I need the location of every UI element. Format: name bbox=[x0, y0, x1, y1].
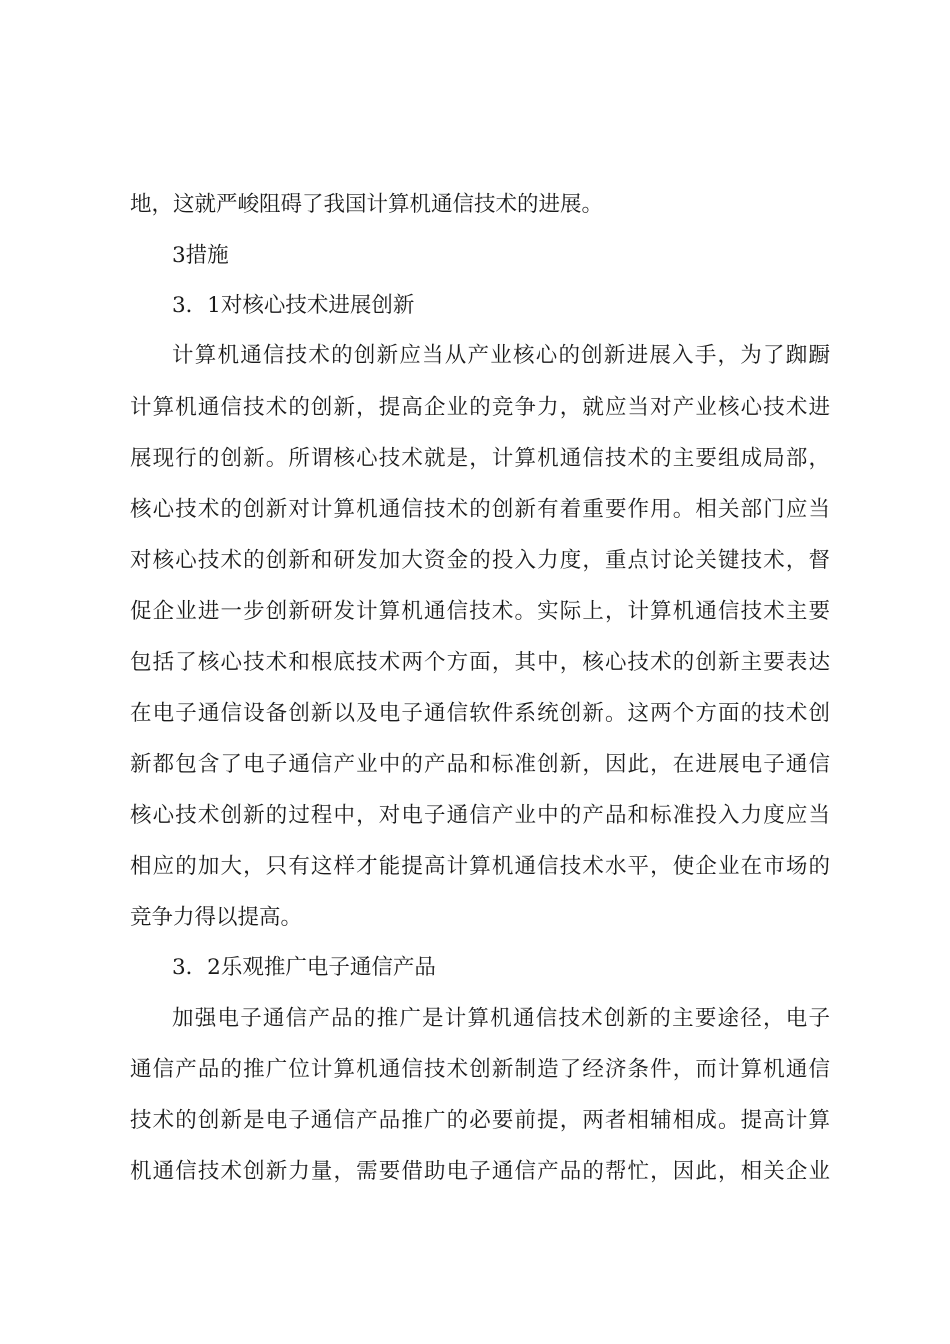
paragraph-1-line-1: 计算机通信技术的创新应当从产业核心的创新进展入手，为了踟蹰 bbox=[172, 343, 830, 368]
intro-line: 地，这就严峻阻碍了我国计算机通信技术的进展。 bbox=[130, 192, 604, 217]
paragraph-1-line-11: 相应的加大，只有这样才能提高计算机通信技术水平，使企业在市场的 bbox=[130, 854, 830, 879]
paragraph-2-line-2: 通信产品的推广位计算机通信技术创新制造了经济条件，而计算机通信 bbox=[130, 1057, 830, 1082]
paragraph-1-line-4: 核心技术的创新对计算机通信技术的创新有着重要作用。相关部门应当 bbox=[130, 497, 830, 522]
paragraph-1-line-8: 在电子通信设备创新以及电子通信软件系统创新。这两个方面的技术创 bbox=[130, 701, 830, 726]
paragraph-1-line-10: 核心技术创新的过程中，对电子通信产业中的产品和标准投入力度应当 bbox=[130, 803, 830, 828]
paragraph-1-line-7: 包括了核心技术和根底技术两个方面，其中，核心技术的创新主要表达 bbox=[130, 650, 830, 675]
paragraph-1-line-5: 对核心技术的创新和研发加大资金的投入力度，重点讨论关键技术，督 bbox=[130, 548, 830, 573]
section-heading: 3措施 bbox=[172, 243, 229, 268]
paragraph-2-line-1: 加强电子通信产品的推广是计算机通信技术创新的主要途径，电子 bbox=[172, 1006, 830, 1031]
paragraph-1-line-12: 竞争力得以提高。 bbox=[130, 905, 303, 930]
paragraph-1-line-3: 展现行的创新。所谓核心技术就是，计算机通信技术的主要组成局部， bbox=[130, 446, 830, 471]
paragraph-1-line-2: 计算机通信技术的创新，提高企业的竞争力，就应当对产业核心技术进 bbox=[130, 395, 830, 420]
paragraph-2-line-4: 机通信技术创新力量，需要借助电子通信产品的帮忙，因此，相关企业 bbox=[130, 1159, 830, 1184]
subsection-2-heading: 3．2乐观推广电子通信产品 bbox=[172, 955, 436, 980]
subsection-1-heading: 3．1对核心技术进展创新 bbox=[172, 293, 415, 318]
paragraph-1-line-9: 新都包含了电子通信产业中的产品和标准创新，因此，在进展电子通信 bbox=[130, 752, 830, 777]
paragraph-2-line-3: 技术的创新是电子通信产品推广的必要前提，两者相辅相成。提高计算 bbox=[130, 1108, 830, 1133]
paragraph-1-line-6: 促企业进一步创新研发计算机通信技术。实际上，计算机通信技术主要 bbox=[130, 599, 830, 624]
